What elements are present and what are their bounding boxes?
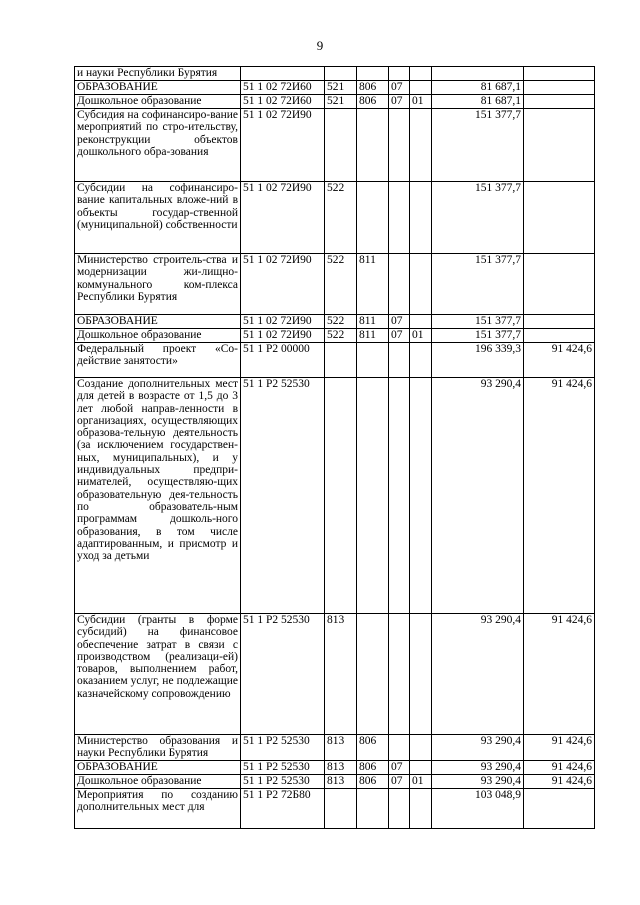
subsection-code [410,614,432,735]
target-article: 51 1 02 72И60 [241,95,325,109]
amount-total: 151 377,7 [432,182,524,254]
table-row [75,775,595,789]
section-code [389,789,410,829]
amount-federal: 91 424,6 [524,614,595,735]
target-article: 51 1 P2 52530 [241,378,325,614]
amount-total: 93 290,4 [432,775,524,789]
expense-type: 521 [325,95,357,109]
subsection-code: 01 [410,95,432,109]
amount-total: 81 687,1 [432,95,524,109]
amount-total: 151 377,7 [432,254,524,315]
item-name: Федеральный проект «Со-действие занятости» [75,343,241,378]
table-row [75,109,595,182]
item-name: Дошкольное образование [75,329,241,343]
amount-federal: 91 424,6 [524,735,595,761]
amount-federal [524,789,595,829]
item-name: Министерство образования и науки Республики Бурятия [75,735,241,761]
ministry-code: 806 [357,95,389,109]
section-code: 07 [389,81,410,95]
expense-type: 522 [325,329,357,343]
target-article: 51 1 P2 72Б80 [241,789,325,829]
amount-federal: 91 424,6 [524,343,595,378]
section-code: 07 [389,761,410,775]
ministry-code [357,343,389,378]
item-name: Мероприятия по созданию дополнительных мест для [75,789,241,829]
amount-total: 93 290,4 [432,735,524,761]
subsection-code: 01 [410,329,432,343]
item-name: и науки Республики Бурятия [75,67,241,81]
expense-type: 522 [325,182,357,254]
item-name: ОБРАЗОВАНИЕ [75,761,241,775]
budget-table [74,66,595,829]
expense-type: 522 [325,254,357,315]
table-row [75,329,595,343]
target-article: 51 1 02 72И90 [241,182,325,254]
section-code: 07 [389,329,410,343]
item-name: Министерство строитель-ства и модернизации жи-лищно-коммунального ком-плекса Республики Бурятия [75,254,241,315]
section-code [389,254,410,315]
table-row [75,254,595,315]
target-article: 51 1 02 72И90 [241,109,325,182]
target-article: 51 1 P2 52530 [241,761,325,775]
amount-federal [524,81,595,95]
table-row [75,378,595,614]
target-article [241,67,325,81]
amount-total: 151 377,7 [432,329,524,343]
amount-total: 93 290,4 [432,761,524,775]
subsection-code: 01 [410,775,432,789]
table-row [75,761,595,775]
amount-federal [524,67,595,81]
item-name: Субсидии на софинансиро-вание капитальных вложе-ний в объекты государ-ственной (муниципальной) собственности [75,182,241,254]
table-row [75,735,595,761]
amount-federal [524,109,595,182]
target-article: 51 1 P2 52530 [241,614,325,735]
expense-type: 813 [325,614,357,735]
section-code: 07 [389,315,410,329]
item-name: ОБРАЗОВАНИЕ [75,81,241,95]
table-row [75,789,595,829]
subsection-code [410,315,432,329]
amount-federal [524,95,595,109]
ministry-code: 806 [357,775,389,789]
expense-type [325,109,357,182]
subsection-code [410,378,432,614]
expense-type [325,378,357,614]
amount-federal: 91 424,6 [524,378,595,614]
table-row [75,95,595,109]
expense-type: 522 [325,315,357,329]
amount-total: 93 290,4 [432,614,524,735]
section-code [389,735,410,761]
ministry-code: 811 [357,315,389,329]
item-name: Субсидии (гранты в форме субсидий) на финансовое обеспечение затрат в связи с производством (реализаци-ей) товаров, выполнением работ, оказанием услуг, не подлежащие казначейскому сопровождению [75,614,241,735]
subsection-code [410,254,432,315]
expense-type: 521 [325,81,357,95]
table-row [75,182,595,254]
item-name: Субсидия на софинансиро-вание мероприятий по стро-ительству, реконструкции объектов дошкольного обра-зования [75,109,241,182]
subsection-code [410,81,432,95]
table-row [75,81,595,95]
item-name: Создание дополнительных мест для детей в возрасте от 1,5 до 3 лет любой направ-ленности в организациях, осуществляющих образова-тельную деятельность (за исключением государствен-ных, муниципальных), и у индивидуальных предпри-нимателей, осуществляю-щих образовательную дея-тельность по образователь-ным программам дошколь-ного образования, в том числе адаптированным, и присмотр и уход за детьми [75,378,241,614]
subsection-code [410,761,432,775]
subsection-code [410,343,432,378]
table-row [75,614,595,735]
ministry-code [357,182,389,254]
expense-type [325,67,357,81]
subsection-code [410,182,432,254]
target-article: 51 1 02 72И90 [241,329,325,343]
section-code: 07 [389,95,410,109]
amount-total: 93 290,4 [432,378,524,614]
target-article: 51 1 P2 52530 [241,735,325,761]
amount-total: 151 377,7 [432,109,524,182]
ministry-code [357,614,389,735]
section-code [389,343,410,378]
amount-total: 81 687,1 [432,81,524,95]
ministry-code: 806 [357,81,389,95]
ministry-code: 806 [357,735,389,761]
section-code [389,109,410,182]
item-name: ОБРАЗОВАНИЕ [75,315,241,329]
expense-type: 813 [325,761,357,775]
target-article: 51 1 02 72И90 [241,315,325,329]
amount-federal [524,315,595,329]
amount-federal [524,254,595,315]
expense-type: 813 [325,775,357,789]
target-article: 51 1 02 72И90 [241,254,325,315]
section-code [389,614,410,735]
table-row [75,315,595,329]
budget-table-body [75,67,595,829]
ministry-code: 811 [357,254,389,315]
section-code [389,378,410,614]
amount-federal [524,182,595,254]
amount-total: 196 339,3 [432,343,524,378]
ministry-code: 811 [357,329,389,343]
item-name: Дошкольное образование [75,775,241,789]
subsection-code [410,789,432,829]
table-row [75,67,595,81]
target-article: 51 1 P2 00000 [241,343,325,378]
ministry-code [357,67,389,81]
amount-total [432,67,524,81]
amount-total: 103 048,9 [432,789,524,829]
table-row [75,343,595,378]
amount-federal [524,329,595,343]
ministry-code [357,378,389,614]
subsection-code [410,109,432,182]
expense-type: 813 [325,735,357,761]
ministry-code: 806 [357,761,389,775]
section-code [389,67,410,81]
ministry-code [357,789,389,829]
expense-type [325,343,357,378]
amount-total: 151 377,7 [432,315,524,329]
section-code [389,182,410,254]
ministry-code [357,109,389,182]
page-number: 9 [316,38,324,53]
target-article: 51 1 02 72И60 [241,81,325,95]
target-article: 51 1 P2 52530 [241,775,325,789]
amount-federal: 91 424,6 [524,775,595,789]
item-name: Дошкольное образование [75,95,241,109]
subsection-code [410,67,432,81]
expense-type [325,789,357,829]
subsection-code [410,735,432,761]
section-code: 07 [389,775,410,789]
amount-federal: 91 424,6 [524,761,595,775]
